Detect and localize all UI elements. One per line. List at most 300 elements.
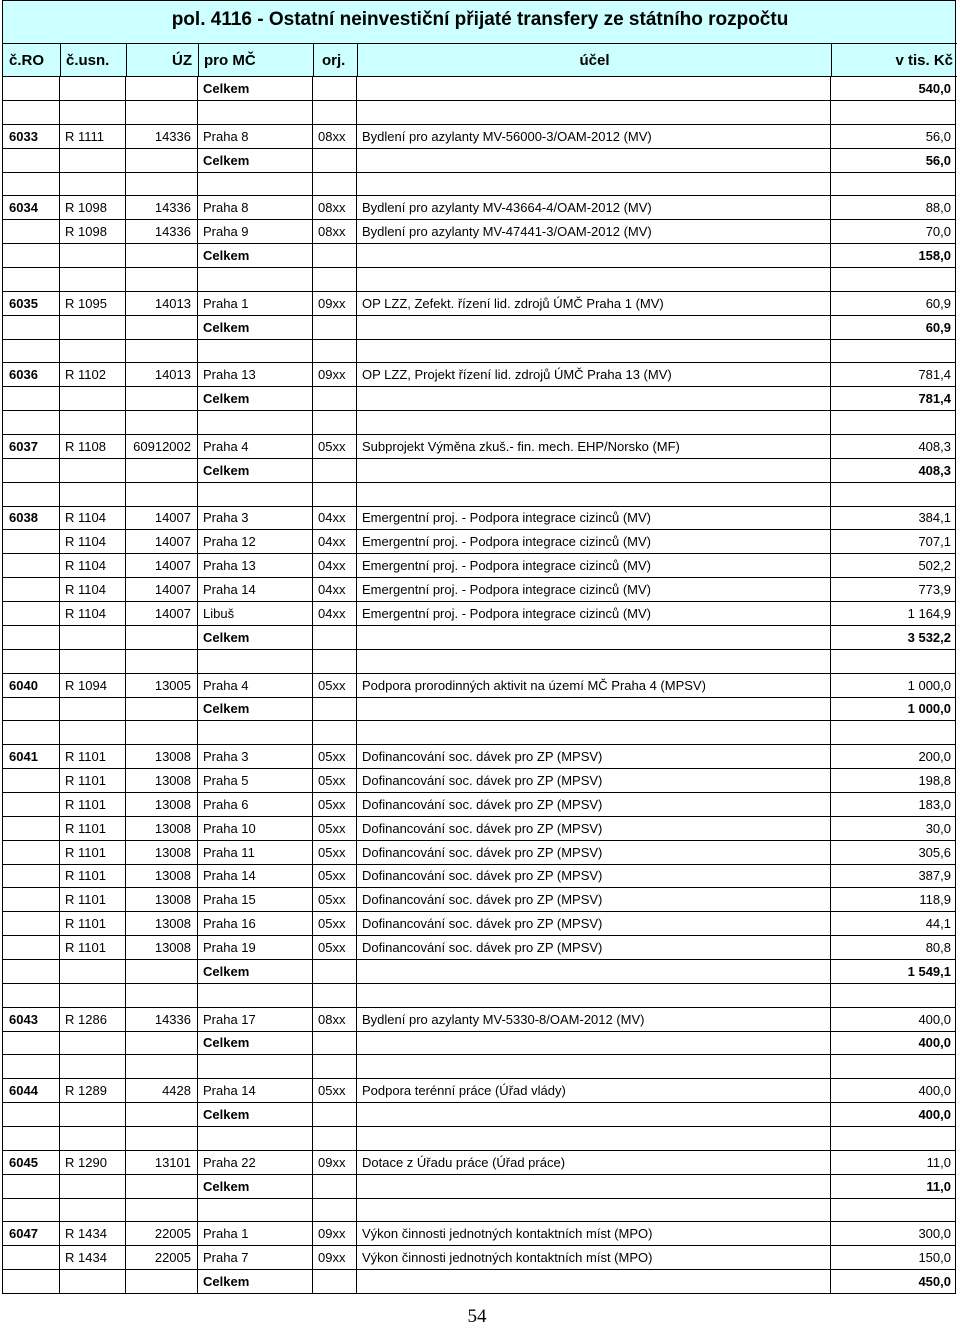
table-row	[2, 1222, 956, 1246]
cell-orj	[313, 697, 357, 721]
cell-ucel: Výkon činnosti jednotných kontaktních míst (MPO)	[357, 1246, 831, 1270]
table-row	[2, 220, 956, 244]
cell-mc: Praha 1	[198, 292, 313, 316]
cell-ro: 6047	[2, 1222, 60, 1246]
cell-ucel: Subprojekt Výměna zkuš.- fin. mech. EHP/Norsko (MF)	[357, 435, 831, 459]
cell-amount: 400,0	[831, 1008, 956, 1032]
cell-ro	[2, 650, 60, 674]
cell-amount	[831, 984, 956, 1008]
cell-mc: Praha 10	[198, 817, 313, 841]
cell-ucel	[357, 984, 831, 1008]
table-row	[2, 793, 956, 817]
cell-usn: R 1098	[60, 220, 126, 244]
cell-mc: Praha 9	[198, 220, 313, 244]
cell-orj	[313, 1198, 357, 1222]
cell-mc	[198, 411, 313, 435]
spacer-row	[2, 172, 956, 196]
cell-orj	[313, 77, 357, 101]
cell-usn	[60, 1270, 126, 1294]
cell-usn	[60, 459, 126, 483]
cell-usn: R 1104	[60, 530, 126, 554]
cell-uz	[126, 387, 198, 411]
spacer-row	[2, 650, 956, 674]
cell-amount: 183,0	[831, 793, 956, 817]
cell-orj	[313, 316, 357, 340]
cell-uz	[126, 1031, 198, 1055]
cell-uz	[126, 1175, 198, 1199]
cell-uz	[126, 483, 198, 507]
cell-mc: Celkem	[198, 316, 313, 340]
spacer-row	[2, 268, 956, 292]
table-row	[2, 888, 956, 912]
cell-ro	[2, 411, 60, 435]
cell-ro	[2, 339, 60, 363]
cell-mc	[198, 721, 313, 745]
cell-orj	[313, 1270, 357, 1294]
cell-amount: 200,0	[831, 745, 956, 769]
cell-ucel	[357, 77, 831, 101]
cell-ucel	[357, 459, 831, 483]
cell-amount: 11,0	[831, 1151, 956, 1175]
table-row	[2, 196, 956, 220]
cell-usn	[60, 1031, 126, 1055]
cell-usn	[60, 244, 126, 268]
cell-ucel: Dofinancování soc. dávek pro ZP (MPSV)	[357, 769, 831, 793]
cell-usn	[60, 77, 126, 101]
cell-ucel: Dofinancování soc. dávek pro ZP (MPSV)	[357, 793, 831, 817]
cell-orj: 05xx	[313, 841, 357, 865]
cell-uz: 13008	[126, 793, 198, 817]
cell-uz	[126, 149, 198, 173]
table-row	[2, 530, 956, 554]
cell-ro	[2, 697, 60, 721]
cell-usn: R 1111	[60, 125, 126, 149]
cell-ro	[2, 554, 60, 578]
cell-usn: R 1104	[60, 578, 126, 602]
cell-ro	[2, 220, 60, 244]
cell-ro	[2, 1031, 60, 1055]
cell-orj	[313, 244, 357, 268]
cell-ro	[2, 172, 60, 196]
cell-uz: 14007	[126, 506, 198, 530]
cell-ro	[2, 769, 60, 793]
cell-uz	[126, 459, 198, 483]
cell-mc	[198, 339, 313, 363]
cell-amount: 88,0	[831, 196, 956, 220]
cell-uz	[126, 650, 198, 674]
table-row	[2, 363, 956, 387]
cell-ucel: Bydlení pro azylanty MV-47441-3/OAM-2012 (MV)	[357, 220, 831, 244]
cell-orj	[313, 483, 357, 507]
cell-uz: 13008	[126, 912, 198, 936]
cell-ro	[2, 602, 60, 626]
cell-amount	[831, 1127, 956, 1151]
cell-mc: Praha 5	[198, 769, 313, 793]
cell-orj	[313, 339, 357, 363]
cell-mc: Celkem	[198, 1175, 313, 1199]
column-header-ro: č.RO	[3, 43, 61, 77]
table-row	[2, 435, 956, 459]
cell-uz: 13008	[126, 769, 198, 793]
cell-ucel	[357, 1127, 831, 1151]
cell-amount: 781,4	[831, 363, 956, 387]
cell-usn: R 1108	[60, 435, 126, 459]
cell-usn: R 1290	[60, 1151, 126, 1175]
spacer-row	[2, 721, 956, 745]
cell-orj: 04xx	[313, 554, 357, 578]
total-row	[2, 1103, 956, 1127]
cell-usn	[60, 1175, 126, 1199]
cell-ro: 6038	[2, 506, 60, 530]
cell-amount	[831, 1055, 956, 1079]
cell-orj: 05xx	[313, 912, 357, 936]
total-row	[2, 626, 956, 650]
cell-usn	[60, 1198, 126, 1222]
cell-usn: R 1101	[60, 745, 126, 769]
cell-orj	[313, 1175, 357, 1199]
cell-usn: R 1101	[60, 864, 126, 888]
cell-amount: 300,0	[831, 1222, 956, 1246]
cell-orj	[313, 459, 357, 483]
cell-orj: 05xx	[313, 1079, 357, 1103]
table-row	[2, 125, 956, 149]
cell-ro: 6040	[2, 674, 60, 698]
cell-mc: Praha 4	[198, 435, 313, 459]
cell-amount: 502,2	[831, 554, 956, 578]
cell-usn	[60, 960, 126, 984]
table-row	[2, 745, 956, 769]
cell-orj	[313, 1103, 357, 1127]
cell-ro	[2, 1270, 60, 1294]
cell-ucel: Bydlení pro azylanty MV-5330-8/OAM-2012 (MV)	[357, 1008, 831, 1032]
cell-amount: 400,0	[831, 1103, 956, 1127]
cell-ro	[2, 530, 60, 554]
cell-mc: Celkem	[198, 459, 313, 483]
cell-usn: R 1101	[60, 888, 126, 912]
cell-usn	[60, 411, 126, 435]
cell-usn: R 1098	[60, 196, 126, 220]
cell-amount: 1 164,9	[831, 602, 956, 626]
cell-uz	[126, 1198, 198, 1222]
cell-orj	[313, 101, 357, 125]
cell-mc	[198, 984, 313, 1008]
cell-uz	[126, 101, 198, 125]
cell-mc: Praha 17	[198, 1008, 313, 1032]
cell-uz: 14007	[126, 554, 198, 578]
cell-orj	[313, 149, 357, 173]
cell-ro	[2, 936, 60, 960]
cell-ro	[2, 77, 60, 101]
total-row	[2, 149, 956, 173]
cell-mc: Praha 19	[198, 936, 313, 960]
cell-uz	[126, 626, 198, 650]
cell-ro: 6041	[2, 745, 60, 769]
cell-uz: 13008	[126, 864, 198, 888]
cell-mc: Praha 7	[198, 1246, 313, 1270]
budget-sheet	[2, 0, 956, 1296]
cell-ucel	[357, 626, 831, 650]
cell-mc: Celkem	[198, 244, 313, 268]
cell-orj: 05xx	[313, 817, 357, 841]
cell-amount: 150,0	[831, 1246, 956, 1270]
cell-mc: Praha 4	[198, 674, 313, 698]
cell-uz: 14007	[126, 602, 198, 626]
cell-mc: Praha 14	[198, 1079, 313, 1103]
cell-orj: 04xx	[313, 578, 357, 602]
cell-orj	[313, 960, 357, 984]
cell-uz: 13005	[126, 674, 198, 698]
cell-amount: 56,0	[831, 149, 956, 173]
table-row	[2, 554, 956, 578]
cell-usn: R 1101	[60, 793, 126, 817]
cell-mc: Praha 1	[198, 1222, 313, 1246]
cell-mc: Praha 8	[198, 125, 313, 149]
cell-mc	[198, 101, 313, 125]
cell-amount: 450,0	[831, 1270, 956, 1294]
cell-uz: 13008	[126, 888, 198, 912]
table-row	[2, 912, 956, 936]
cell-usn: R 1434	[60, 1246, 126, 1270]
cell-ucel	[357, 1270, 831, 1294]
cell-amount: 400,0	[831, 1031, 956, 1055]
cell-orj: 09xx	[313, 1151, 357, 1175]
cell-uz: 22005	[126, 1222, 198, 1246]
cell-ro	[2, 1175, 60, 1199]
cell-uz	[126, 1055, 198, 1079]
cell-uz	[126, 721, 198, 745]
cell-ucel: Dofinancování soc. dávek pro ZP (MPSV)	[357, 841, 831, 865]
cell-ucel: Emergentní proj. - Podpora integrace cizinců (MV)	[357, 578, 831, 602]
cell-orj	[313, 172, 357, 196]
cell-amount: 44,1	[831, 912, 956, 936]
cell-amount: 408,3	[831, 459, 956, 483]
cell-orj	[313, 1127, 357, 1151]
cell-orj	[313, 411, 357, 435]
cell-amount: 408,3	[831, 435, 956, 459]
cell-mc: Praha 3	[198, 506, 313, 530]
cell-amount	[831, 172, 956, 196]
cell-ucel	[357, 1055, 831, 1079]
cell-amount: 540,0	[831, 77, 956, 101]
cell-ucel	[357, 1031, 831, 1055]
cell-usn	[60, 172, 126, 196]
spacer-row	[2, 411, 956, 435]
table-row	[2, 1151, 956, 1175]
total-row	[2, 316, 956, 340]
cell-uz: 14007	[126, 578, 198, 602]
cell-orj: 05xx	[313, 674, 357, 698]
cell-usn: R 1094	[60, 674, 126, 698]
cell-usn: R 1101	[60, 769, 126, 793]
cell-ucel	[357, 697, 831, 721]
cell-usn: R 1101	[60, 841, 126, 865]
cell-orj: 08xx	[313, 196, 357, 220]
cell-orj	[313, 1031, 357, 1055]
cell-ucel	[357, 721, 831, 745]
column-header-amount: v tis. Kč	[832, 43, 957, 77]
page-title: pol. 4116 - Ostatní neinvestiční přijaté transfery ze státního rozpočtu	[171, 9, 789, 30]
cell-amount: 384,1	[831, 506, 956, 530]
cell-ucel: Výkon činnosti jednotných kontaktních míst (MPO)	[357, 1222, 831, 1246]
total-row	[2, 1270, 956, 1294]
cell-usn	[60, 984, 126, 1008]
cell-ucel	[357, 339, 831, 363]
cell-ro	[2, 626, 60, 650]
cell-mc: Praha 16	[198, 912, 313, 936]
cell-uz: 13008	[126, 841, 198, 865]
table-row	[2, 769, 956, 793]
cell-mc: Celkem	[198, 149, 313, 173]
cell-orj: 09xx	[313, 1222, 357, 1246]
cell-orj: 09xx	[313, 292, 357, 316]
cell-ro	[2, 1198, 60, 1222]
cell-orj: 08xx	[313, 1008, 357, 1032]
cell-ucel: Emergentní proj. - Podpora integrace cizinců (MV)	[357, 530, 831, 554]
cell-amount: 60,9	[831, 316, 956, 340]
cell-ro	[2, 244, 60, 268]
cell-uz: 14336	[126, 125, 198, 149]
cell-orj: 05xx	[313, 435, 357, 459]
cell-ucel: Dofinancování soc. dávek pro ZP (MPSV)	[357, 888, 831, 912]
cell-amount: 387,9	[831, 864, 956, 888]
cell-orj	[313, 268, 357, 292]
cell-amount	[831, 1198, 956, 1222]
cell-uz: 13008	[126, 745, 198, 769]
cell-uz	[126, 1127, 198, 1151]
spacer-row	[2, 483, 956, 507]
cell-orj: 09xx	[313, 1246, 357, 1270]
cell-ro	[2, 864, 60, 888]
table-row	[2, 578, 956, 602]
cell-usn	[60, 268, 126, 292]
cell-ro	[2, 721, 60, 745]
cell-amount: 198,8	[831, 769, 956, 793]
cell-mc: Praha 12	[198, 530, 313, 554]
cell-mc: Celkem	[198, 1270, 313, 1294]
cell-mc: Celkem	[198, 77, 313, 101]
cell-ucel: Dofinancování soc. dávek pro ZP (MPSV)	[357, 936, 831, 960]
cell-amount: 80,8	[831, 936, 956, 960]
cell-amount: 707,1	[831, 530, 956, 554]
cell-uz	[126, 316, 198, 340]
cell-uz: 22005	[126, 1246, 198, 1270]
cell-usn: R 1104	[60, 506, 126, 530]
cell-uz: 13008	[126, 936, 198, 960]
total-row	[2, 1031, 956, 1055]
cell-usn	[60, 1103, 126, 1127]
cell-usn: R 1101	[60, 817, 126, 841]
table-row	[2, 506, 956, 530]
cell-usn: R 1104	[60, 554, 126, 578]
cell-amount: 118,9	[831, 888, 956, 912]
table-row	[2, 1246, 956, 1270]
cell-orj: 04xx	[313, 506, 357, 530]
cell-ro: 6036	[2, 363, 60, 387]
spacer-row	[2, 101, 956, 125]
cell-mc: Praha 14	[198, 864, 313, 888]
cell-orj: 05xx	[313, 769, 357, 793]
cell-amount: 70,0	[831, 220, 956, 244]
cell-usn	[60, 650, 126, 674]
cell-ro: 6034	[2, 196, 60, 220]
cell-mc: Celkem	[198, 697, 313, 721]
cell-usn	[60, 721, 126, 745]
cell-amount: 3 532,2	[831, 626, 956, 650]
cell-orj: 05xx	[313, 793, 357, 817]
cell-ro: 6043	[2, 1008, 60, 1032]
cell-usn: R 1101	[60, 912, 126, 936]
cell-usn	[60, 149, 126, 173]
cell-orj	[313, 984, 357, 1008]
total-row	[2, 960, 956, 984]
cell-orj	[313, 650, 357, 674]
cell-amount	[831, 483, 956, 507]
cell-ro	[2, 459, 60, 483]
cell-amount	[831, 411, 956, 435]
cell-mc: Celkem	[198, 1031, 313, 1055]
cell-ucel: Dofinancování soc. dávek pro ZP (MPSV)	[357, 817, 831, 841]
cell-uz	[126, 697, 198, 721]
cell-uz: 14336	[126, 220, 198, 244]
total-row	[2, 459, 956, 483]
cell-uz: 14013	[126, 292, 198, 316]
cell-orj: 08xx	[313, 220, 357, 244]
cell-ucel	[357, 650, 831, 674]
cell-ucel: Podpora terénní práce (Úřad vlády)	[357, 1079, 831, 1103]
cell-orj	[313, 626, 357, 650]
cell-amount: 400,0	[831, 1079, 956, 1103]
cell-uz: 14336	[126, 1008, 198, 1032]
total-row	[2, 1175, 956, 1199]
cell-orj: 09xx	[313, 363, 357, 387]
cell-mc	[198, 268, 313, 292]
cell-ucel	[357, 387, 831, 411]
cell-usn	[60, 697, 126, 721]
cell-amount: 56,0	[831, 125, 956, 149]
cell-amount: 781,4	[831, 387, 956, 411]
cell-ucel: Dotace z Úřadu práce (Úřad práce)	[357, 1151, 831, 1175]
cell-uz: 60912002	[126, 435, 198, 459]
cell-ucel: Dofinancování soc. dávek pro ZP (MPSV)	[357, 745, 831, 769]
spacer-row	[2, 1055, 956, 1079]
table-row	[2, 292, 956, 316]
cell-orj: 05xx	[313, 745, 357, 769]
cell-usn	[60, 316, 126, 340]
table-row	[2, 864, 956, 888]
cell-usn	[60, 387, 126, 411]
cell-ucel: Emergentní proj. - Podpora integrace cizinců (MV)	[357, 506, 831, 530]
total-row	[2, 244, 956, 268]
cell-mc: Praha 8	[198, 196, 313, 220]
column-header-mc: pro MČ	[199, 43, 314, 77]
cell-orj	[313, 1055, 357, 1079]
cell-ucel: Emergentní proj. - Podpora integrace cizinců (MV)	[357, 602, 831, 626]
cell-usn	[60, 339, 126, 363]
column-header-usn: č.usn.	[61, 43, 127, 77]
cell-mc: Praha 22	[198, 1151, 313, 1175]
cell-ro: 6037	[2, 435, 60, 459]
cell-ro	[2, 960, 60, 984]
cell-mc: Praha 11	[198, 841, 313, 865]
cell-uz	[126, 411, 198, 435]
cell-mc: Praha 6	[198, 793, 313, 817]
cell-mc	[198, 1127, 313, 1151]
spacer-row	[2, 339, 956, 363]
cell-uz: 14007	[126, 530, 198, 554]
cell-uz: 13008	[126, 817, 198, 841]
table-row	[2, 936, 956, 960]
cell-ro	[2, 1055, 60, 1079]
